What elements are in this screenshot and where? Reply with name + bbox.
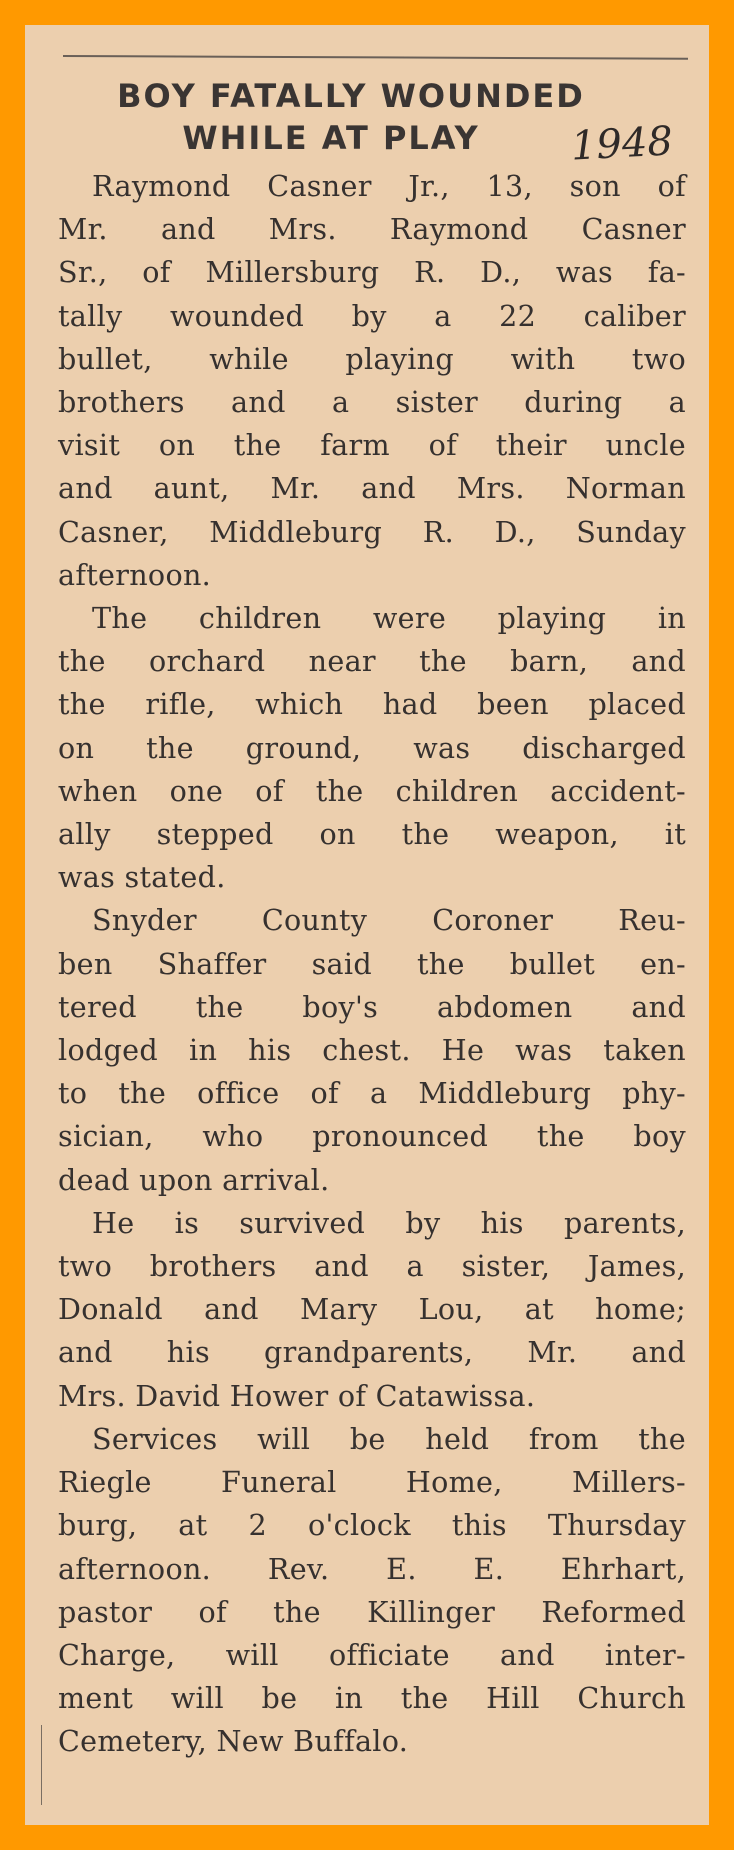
article-line: and aunt, Mr. and Mrs. Norman [58,471,686,506]
article-line: tally wounded by a 22 caliber [58,298,686,333]
article-line: Snyder County Coroner Reu- [92,903,686,938]
article-line: the rifle, which had been placed [58,687,686,722]
article-line: ment will be in the Hill Church [58,1681,686,1716]
article-line: lodged in his chest. He was taken [58,1033,686,1068]
article-line: He is survived by his parents, [92,1205,686,1240]
article-paragraph [58,165,686,597]
headline-line-1: BOY FATALLY WOUNDED [117,77,585,115]
article-line: sician, who pronounced the boy [58,1119,686,1154]
article-line: Cemetery, New Buffalo. [58,1724,409,1759]
article-line: tered the boy's abdomen and [58,989,686,1024]
article-line: Services will be held from the [92,1421,686,1456]
article-line: bullet, while playing with two [58,341,686,376]
article-paragraph [58,597,686,899]
newspaper-clipping [25,25,709,1825]
article-line: Casner, Middleburg R. D., Sunday [58,514,686,549]
article-line: when one of the children accident- [58,773,686,808]
article-line: to the office of a Middleburg phy- [58,1076,686,1111]
article-line: brothers and a sister during a [58,385,686,420]
article-line: was stated. [58,860,226,895]
article-line: afternoon. [58,557,212,592]
article-line: visit on the farm of their uncle [58,428,686,463]
column-rule [63,55,688,60]
article-line: afternoon. Rev. E. E. Ehrhart, [58,1551,686,1586]
article-line: Charge, will officiate and inter- [58,1637,686,1672]
article-line: Donald and Mary Lou, at home; [58,1292,686,1327]
article-line: and his grandparents, Mr. and [58,1335,686,1370]
article-paragraph [58,1202,686,1418]
article-line: ally stepped on the weapon, it [58,817,686,852]
article-line: ben Shaffer said the bullet en- [58,946,686,981]
article-body [58,165,686,1764]
article-paragraph [58,899,686,1201]
handwritten-year: 1948 [569,118,674,170]
article-paragraph [58,1418,686,1764]
article-line: The children were playing in [92,601,686,636]
article-line: the orchard near the barn, and [58,644,686,679]
article-line: two brothers and a sister, James, [58,1249,686,1284]
article-line: pastor of the Killinger Reformed [58,1594,686,1629]
article-line: Mr. and Mrs. Raymond Casner [58,212,686,247]
clipping-edge-line [41,1725,42,1805]
article-line: Sr., of Millersburg R. D., was fa- [58,255,686,290]
article-line: on the ground, was discharged [58,730,686,765]
article-line: Raymond Casner Jr., 13, son of [92,169,686,203]
headline-line-2: WHILE AT PLAY [182,119,480,157]
article-line: Riegle Funeral Home, Millers- [58,1465,686,1500]
article-line: Mrs. David Hower of Catawissa. [58,1378,536,1413]
article-line: dead upon arrival. [58,1162,330,1197]
article-line: burg, at 2 o'clock this Thursday [58,1508,686,1543]
